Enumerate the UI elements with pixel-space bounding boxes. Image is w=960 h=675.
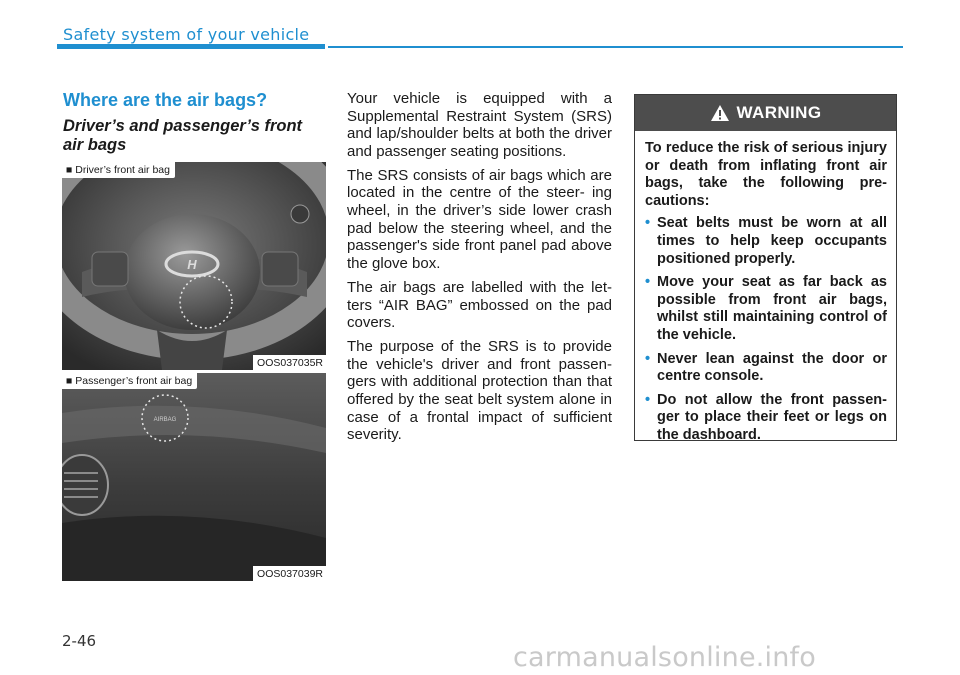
header-rule-thin bbox=[328, 46, 903, 48]
warning-item bbox=[645, 351, 887, 386]
warning-item bbox=[645, 392, 887, 445]
watermark: carmanualsonline.info bbox=[513, 642, 816, 673]
warning-list bbox=[645, 215, 887, 444]
bullet-icon: • bbox=[645, 215, 651, 232]
warning-intro: To reduce the risk of serious injury or death from inflating front air bags, take the following pre- cautions: bbox=[645, 140, 887, 209]
body-paragraph: The SRS consists of air bags which are located in the centre of the steer- ing wheel, in the driver’s side lower crash pad below the steering wheel, and the passenger's side front panel pad above the glove box. bbox=[347, 166, 612, 272]
body-paragraph: The air bags are labelled with the let- ters “AIR BAG” embossed on the pad covers. bbox=[347, 278, 612, 332]
warning-item bbox=[645, 274, 887, 344]
warning-triangle-icon bbox=[710, 104, 730, 122]
warning-box bbox=[634, 94, 897, 441]
svg-text:H: H bbox=[187, 257, 197, 272]
driver-figure-code: OOS037035R bbox=[253, 355, 326, 370]
passenger-dashboard-illustration bbox=[62, 373, 326, 581]
driver-airbag-figure bbox=[62, 162, 326, 370]
body-text bbox=[347, 90, 612, 450]
steering-wheel-illustration bbox=[62, 162, 326, 370]
warning-item-text: Never lean against the door or centre console. bbox=[657, 350, 887, 385]
warning-item-text: Seat belts must be worn at all times to help keep occupants positioned properly. bbox=[657, 215, 887, 267]
warning-title: WARNING bbox=[736, 103, 822, 122]
body-paragraph: The purpose of the SRS is to provide the vehicle's driver and front passen- gers with additional protection than that offered by the seat belt system alone in case of a frontal impact of sufficient severity. bbox=[347, 338, 612, 444]
passenger-figure-code: OOS037039R bbox=[253, 566, 326, 581]
bullet-icon: • bbox=[645, 391, 651, 408]
page-number: 2-46 bbox=[62, 632, 97, 650]
passenger-figure-caption: ■ Passenger’s front air bag bbox=[62, 373, 197, 389]
section-heading: Where are the air bags? bbox=[63, 90, 268, 110]
warning-header bbox=[635, 95, 896, 131]
sub-heading: Driver’s and passenger’s front air bags bbox=[63, 117, 303, 154]
header-rule-thick bbox=[57, 44, 325, 49]
bullet-icon: • bbox=[645, 274, 651, 291]
svg-text:AIRBAG: AIRBAG bbox=[153, 417, 177, 423]
bullet-icon: • bbox=[645, 350, 651, 367]
header-section-title: Safety system of your vehicle bbox=[63, 25, 310, 44]
warning-content bbox=[635, 131, 896, 445]
warning-item bbox=[645, 215, 887, 268]
body-paragraph: Your vehicle is equipped with a Supplemental Restraint System (SRS) and lap/shoulder belts at both the driver and passenger seating positions. bbox=[347, 90, 612, 160]
warning-item-text: Move your seat as far back as possible from front air bags, whilst still maintaining control of the vehicle. bbox=[657, 274, 887, 343]
passenger-airbag-figure bbox=[62, 373, 326, 581]
driver-figure-caption: ■ Driver’s front air bag bbox=[62, 162, 175, 178]
warning-item-text: Do not allow the front passen- ger to place their feet or legs on the dashboard. bbox=[657, 391, 887, 443]
